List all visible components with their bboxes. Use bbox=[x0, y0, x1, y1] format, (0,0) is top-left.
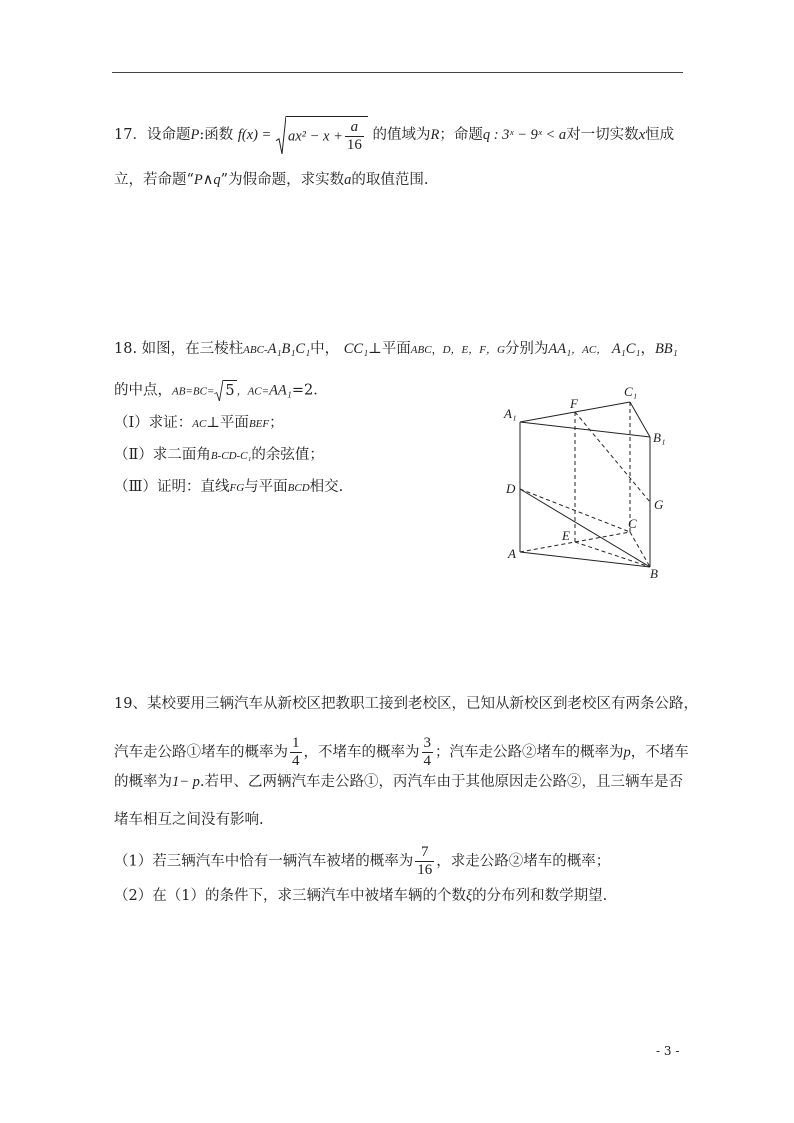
label-d: D bbox=[506, 481, 516, 496]
edge-cb bbox=[630, 532, 650, 567]
proposition-q: q : 3ˣ − 9ˣ < a bbox=[482, 127, 567, 143]
segment-fg bbox=[575, 412, 650, 502]
q17-line2: 立，若命题“P∧q”为假命题，求实数a的取值范围. bbox=[114, 172, 429, 188]
q17-number: 17． bbox=[114, 127, 147, 143]
label-g: G bbox=[654, 497, 664, 512]
segment-eb bbox=[575, 542, 650, 567]
q18-part2: （Ⅱ）求二面角B-CD-C₁的余弦值； bbox=[114, 447, 324, 463]
label-b1: B₁ bbox=[653, 430, 666, 445]
function-f: f(x) = bbox=[237, 127, 272, 143]
q17-line1: 17．设命题P:函数 f(x) = ax² − x + $\frac{a}{16}$ 的值域为R；命题q : 3ˣ − 9ˣ < a对一切实数x恒成 bbox=[114, 116, 674, 154]
fraction-7-16: $\frac{7}{16}$ bbox=[417, 844, 433, 878]
header-rule bbox=[112, 72, 683, 73]
label-a: A bbox=[508, 546, 516, 561]
q19-part2: （2）在（1）的条件下，求三辆汽车中被堵车辆的个数ξ的分布列和数学期望. bbox=[114, 888, 608, 904]
sqrt-5: 5 bbox=[214, 380, 236, 401]
label-a1: A₁ bbox=[504, 406, 517, 421]
label-c: C bbox=[628, 516, 637, 531]
q18-line1: 18. 如图，在三棱柱ABC-A₁B₁C₁中， CC₁⊥平面ABC，D，E，F，G分别为AA₁，AC， A₁C₁，BB₁ bbox=[114, 341, 678, 357]
label-f: F bbox=[570, 396, 578, 411]
fraction-3-4: $\frac{3}{4}$ bbox=[423, 735, 431, 769]
q18-line2: 的中点，AB=BC= 5 ，AC=AA₁=2． bbox=[114, 380, 328, 402]
fraction-a-16: $\frac{a}{16}$ bbox=[346, 119, 362, 153]
label-b: B bbox=[650, 566, 658, 581]
q18-part1: （Ⅰ）求证：AC⊥平面BEF； bbox=[114, 415, 284, 431]
q19-part1: （1）若三辆汽车中恰有一辆汽车被堵的概率为 $\frac{7}{16}$ ，求走公路②堵车的概率； bbox=[114, 844, 611, 878]
page-number: - 3 - bbox=[656, 1044, 680, 1058]
label-c1: C₁ bbox=[624, 384, 638, 399]
sqrt-expression: ax² − x + $\frac{a}{16}$ bbox=[276, 116, 368, 154]
q19-line2: 汽车走公路①堵车的概率为 $\frac{1}{4}$ ，不堵车的概率为 $\frac{3}{4}$ ；汽车走公路②堵车的概率为p，不堵车 bbox=[114, 735, 689, 769]
fraction-1-4: $\frac{1}{4}$ bbox=[292, 735, 300, 769]
q19-line3: 的概率为1− p.若甲、乙两辆汽车走公路①，丙汽车由于其他原因走公路②，且三辆车是否 bbox=[114, 774, 684, 790]
edge-c1b1 bbox=[630, 402, 650, 437]
q18-part3: （Ⅲ）证明：直线FG与平面BCD相交. bbox=[114, 479, 344, 495]
edge-ab bbox=[520, 552, 650, 567]
prism-figure bbox=[490, 382, 680, 582]
q19-line1: 19、某校要用三辆汽车从新校区把教职工接到老校区，已知从新校区到老校区有两条公路， bbox=[114, 696, 698, 712]
label-e: E bbox=[562, 528, 570, 543]
q19-line4: 堵车相互之间没有影响. bbox=[114, 812, 264, 828]
